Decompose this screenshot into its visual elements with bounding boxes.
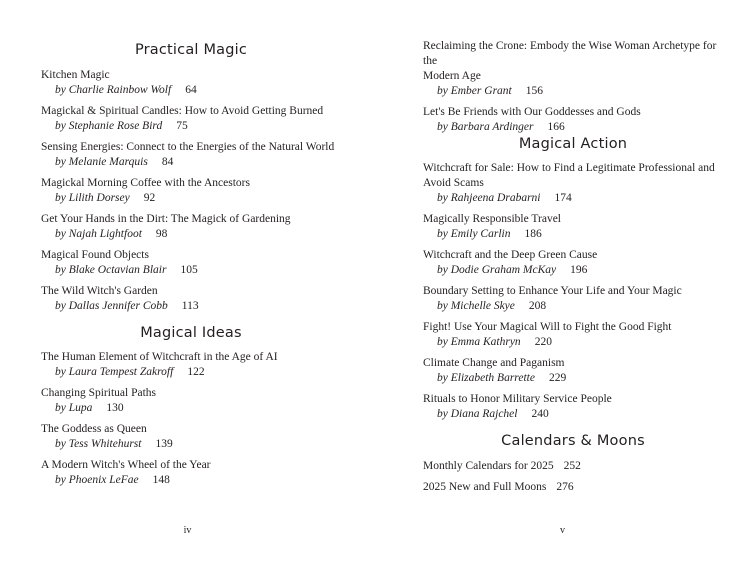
entry-title-with-page (423, 459, 723, 474)
entry-page: 186 (524, 228, 542, 240)
entry-author: by Elizabeth Barrette (437, 372, 535, 384)
entry-byline (423, 299, 723, 314)
toc-entry[interactable] (41, 176, 341, 206)
toc-entry[interactable] (41, 104, 341, 134)
section-heading: Magical Action (518, 136, 628, 152)
entry-byline (423, 335, 723, 350)
section-practical-magic (41, 40, 341, 314)
entry-title: Magical Found Objects (41, 249, 149, 261)
entry-byline (423, 407, 723, 422)
entry-page: 98 (155, 228, 168, 240)
page-number: iv (183, 525, 192, 536)
entry-byline (423, 120, 723, 135)
entry-title: A Modern Witch's Wheel of the Year (41, 459, 211, 471)
entry-byline (41, 365, 341, 380)
entry-author: by Emily Carlin (437, 228, 511, 240)
entry-title: Magickal & Spiritual Candles: How to Avoid Getting Burned (41, 105, 324, 117)
toc-entry[interactable] (423, 105, 723, 135)
page-number: v (560, 525, 565, 536)
toc-entry[interactable] (41, 248, 341, 278)
section-magical-action (423, 134, 723, 422)
entry-byline (41, 437, 341, 452)
toc-entry[interactable] (41, 284, 341, 314)
entry-title: Rituals to Honor Military Service People (423, 393, 612, 405)
entry-author: by Ember Grant (437, 85, 512, 97)
entry-author: by Barbara Ardinger (437, 121, 534, 133)
entry-title: Monthly Calendars for 2025 (423, 460, 554, 472)
toc-entry[interactable] (423, 161, 723, 206)
entry-title-line: Avoid Scams (423, 177, 484, 189)
entry-author: by Melanie Marquis (55, 156, 148, 168)
entry-title: Climate Change and Paganism (423, 357, 565, 369)
entry-title-line: Reclaiming the Crone: Embody the Wise Woman Archetype for the (423, 40, 717, 67)
entry-author: by Rahjeena Drabarni (437, 192, 541, 204)
entry-title: Kitchen Magic (41, 69, 110, 81)
entry-title: The Human Element of Witchcraft in the Age of AI (41, 351, 278, 363)
entry-page: 75 (176, 120, 188, 132)
entry-page: 166 (547, 121, 565, 133)
entry-author: by Michelle Skye (437, 300, 515, 312)
entry-byline (41, 191, 341, 206)
entry-title: The Goddess as Queen (41, 423, 147, 435)
entry-page: 240 (531, 408, 549, 420)
entry-page: 196 (570, 264, 588, 276)
entry-title: 2025 New and Full Moons (423, 481, 547, 493)
toc-entry[interactable] (423, 480, 723, 495)
entry-author: by Dodie Graham McKay (437, 264, 557, 276)
entry-page: 276 (556, 481, 574, 493)
entry-title: Boundary Setting to Enhance Your Life and Your Magic (423, 285, 682, 297)
entry-author: by Stephanie Rose Bird (55, 120, 163, 132)
entry-title: The Wild Witch's Garden (41, 285, 158, 297)
toc-entry[interactable] (41, 350, 341, 380)
entry-page: 252 (563, 460, 581, 472)
entry-page: 84 (161, 156, 174, 168)
entry-author: by Najah Lightfoot (55, 228, 142, 240)
section-heading: Practical Magic (134, 42, 248, 58)
toc-entry[interactable] (423, 356, 723, 386)
section-magical-ideas-continued (423, 39, 723, 135)
toc-entry[interactable] (41, 68, 341, 98)
entry-page: 229 (548, 372, 567, 384)
entry-page: 156 (525, 85, 543, 97)
entry-title: Magickal Morning Coffee with the Ancestors (41, 177, 250, 189)
entry-author: by Diana Rajchel (437, 408, 518, 420)
entry-page: 130 (106, 402, 124, 414)
entry-title-line: Modern Age (423, 70, 481, 82)
entry-page: 113 (181, 300, 199, 312)
toc-entry[interactable] (41, 422, 341, 452)
entry-byline (41, 227, 341, 242)
entry-author: by Laura Tempest Zakroff (55, 366, 174, 378)
entry-byline (423, 84, 723, 99)
entry-page: 105 (180, 264, 198, 276)
entry-page: 122 (187, 366, 205, 378)
right-page (375, 0, 750, 572)
toc-entry[interactable] (423, 284, 723, 314)
entry-author: by Charlie Rainbow Wolf (55, 84, 172, 96)
entry-page: 174 (554, 192, 572, 204)
entry-byline (41, 263, 341, 278)
toc-entry[interactable] (423, 320, 723, 350)
toc-entry[interactable] (41, 212, 341, 242)
entry-title-line: Witchcraft for Sale: How to Find a Legitimate Professional and (423, 162, 715, 174)
toc-entry[interactable] (423, 39, 723, 99)
entry-byline (41, 155, 341, 170)
toc-entry[interactable] (423, 459, 723, 474)
entry-byline (423, 191, 723, 206)
entry-page: 208 (528, 300, 547, 312)
entry-byline (423, 371, 723, 386)
entry-title: Fight! Use Your Magical Will to Fight the Good Fight (423, 321, 672, 333)
entry-title: Magically Responsible Travel (423, 213, 561, 225)
entry-author: by Lupa (55, 402, 93, 414)
section-heading: Calendars & Moons (501, 433, 645, 449)
entry-author: by Blake Octavian Blair (55, 264, 167, 276)
section-heading: Magical Ideas (140, 325, 242, 341)
entry-page: 220 (534, 336, 552, 348)
toc-entry[interactable] (41, 458, 341, 488)
entry-byline (423, 263, 723, 278)
toc-entry[interactable] (423, 392, 723, 422)
entry-byline (41, 401, 341, 416)
entry-title: Get Your Hands in the Dirt: The Magick of Gardening (41, 213, 291, 225)
entry-page: 64 (185, 84, 197, 96)
entry-title-with-page (423, 480, 723, 495)
entry-byline (41, 299, 341, 314)
section-calendars-moons (423, 431, 723, 495)
entry-title: Changing Spiritual Paths (41, 387, 156, 399)
toc-entry[interactable] (41, 140, 341, 170)
entry-byline (423, 227, 723, 242)
entry-author: by Tess Whitehurst (55, 438, 142, 450)
entry-title: Let's Be Friends with Our Goddesses and Gods (423, 106, 641, 118)
entry-author: by Lilith Dorsey (55, 192, 130, 204)
entry-author: by Emma Kathryn (437, 336, 521, 348)
entry-title: Sensing Energies: Connect to the Energies of the Natural World (41, 141, 335, 153)
entry-title: Witchcraft and the Deep Green Cause (423, 249, 598, 261)
section-magical-ideas (41, 323, 341, 488)
toc-entry[interactable] (423, 212, 723, 242)
toc-entry[interactable] (423, 248, 723, 278)
entry-author: by Dallas Jennifer Cobb (55, 300, 168, 312)
entry-byline (41, 119, 341, 134)
toc-entry[interactable] (41, 386, 341, 416)
entry-byline (41, 83, 341, 98)
entry-page: 139 (155, 438, 173, 450)
entry-page: 92 (143, 192, 156, 204)
entry-author: by Phoenix LeFae (55, 474, 139, 486)
entry-byline (41, 473, 341, 488)
entry-page: 148 (152, 474, 170, 486)
